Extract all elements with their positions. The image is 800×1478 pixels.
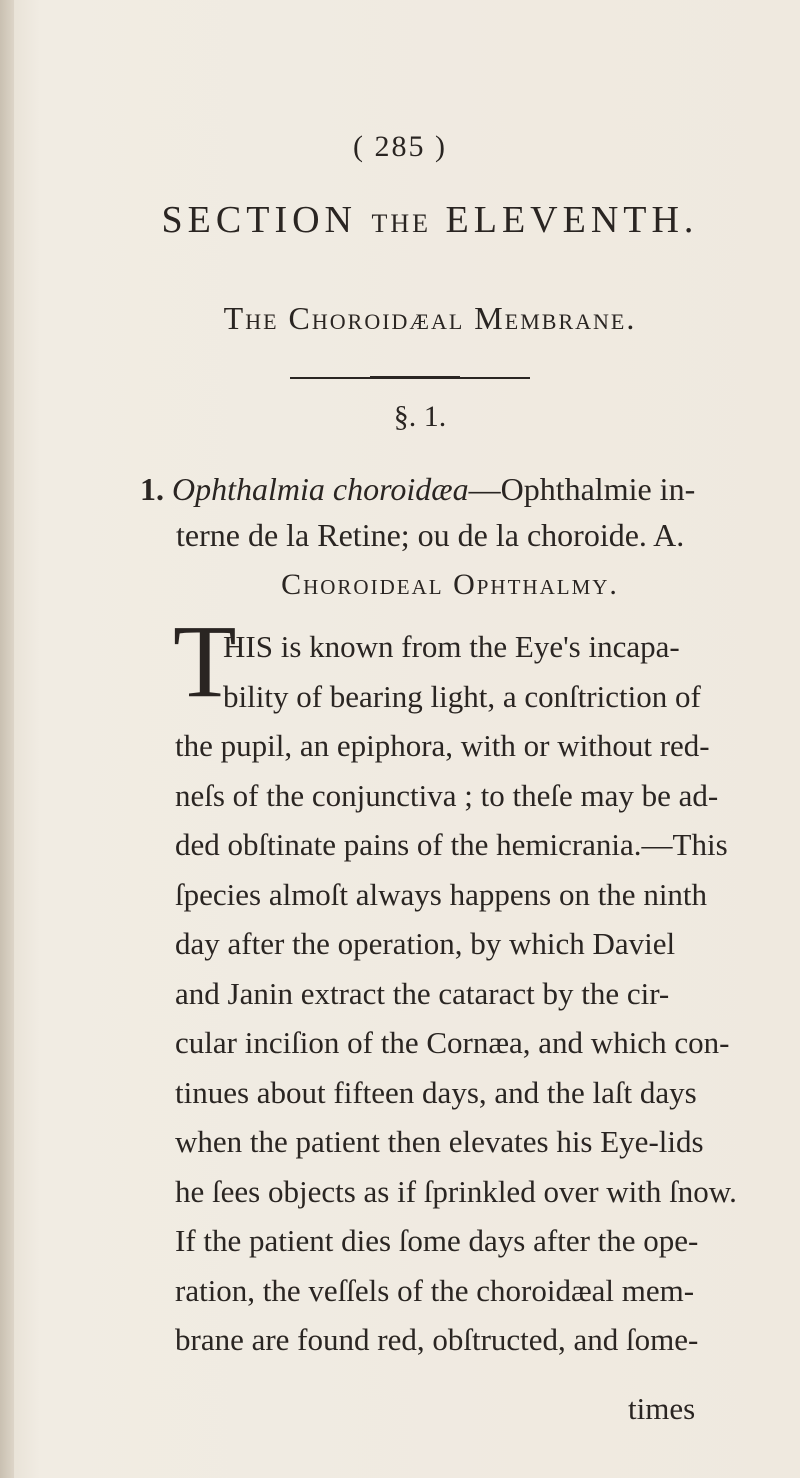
section-heading-ordinal: ELEVENTH. xyxy=(445,199,699,241)
decorative-rule xyxy=(290,377,530,379)
body-line: HIS is known from the Eye's incapa- xyxy=(223,629,680,664)
body-line: and Janin extract the cataract by the cir- xyxy=(175,975,670,1011)
body-line: cular inciſion of the Cornæa, and which con- xyxy=(175,1025,730,1060)
page-number: ( 285 ) xyxy=(353,130,447,163)
page-spine-shadow xyxy=(0,0,14,1478)
body-line: brane are found red, obſtructed, and ſome- xyxy=(175,1322,699,1357)
body-line: bility of bearing light, a conſtriction of xyxy=(223,678,701,714)
catchword: times xyxy=(628,1391,696,1426)
drop-cap: T xyxy=(173,604,237,719)
body-line: ration, the veſſels of the choroidæal mem- xyxy=(175,1272,695,1308)
body-line: when the patient then elevates his Eye-lids xyxy=(175,1124,704,1159)
body-text xyxy=(175,622,775,1365)
body-line: ded obſtinate pains of the hemicrania.—This xyxy=(175,827,728,862)
entry-number: 1. xyxy=(140,471,164,507)
english-heading: Choroideal Ophthalmy. xyxy=(281,568,619,601)
entry-latin-name: Ophthalmia choroidæa xyxy=(172,471,469,507)
body-line: he ſees objects as if ſprinkled over with ſnow. xyxy=(175,1173,737,1209)
section-heading-article: THE xyxy=(371,209,432,238)
body-line: neſs of the conjunctiva ; to theſe may be ad- xyxy=(175,777,719,813)
body-line: day after the operation, by which Daviel xyxy=(175,926,676,961)
paragraph-mark: §. 1. xyxy=(393,400,447,433)
body-line: ſpecies almoſt always happens on the ninth xyxy=(175,876,708,912)
entry-french-name-start: —Ophthalmie in- xyxy=(468,471,696,507)
body-line: If the patient dies ſome days after the ope- xyxy=(175,1223,699,1258)
body-line: tinues about fifteen days, and the laſt days xyxy=(175,1074,697,1110)
subject-heading: The Choroidæal Membrane. xyxy=(223,300,637,336)
disease-entry xyxy=(140,466,780,558)
entry-french-name-end: terne de la Retine; ou de la choroide. A. xyxy=(176,517,685,553)
body-line: the pupil, an epiphora, with or without red- xyxy=(175,728,710,763)
section-heading xyxy=(60,198,800,242)
section-heading-word: SECTION xyxy=(161,199,357,241)
